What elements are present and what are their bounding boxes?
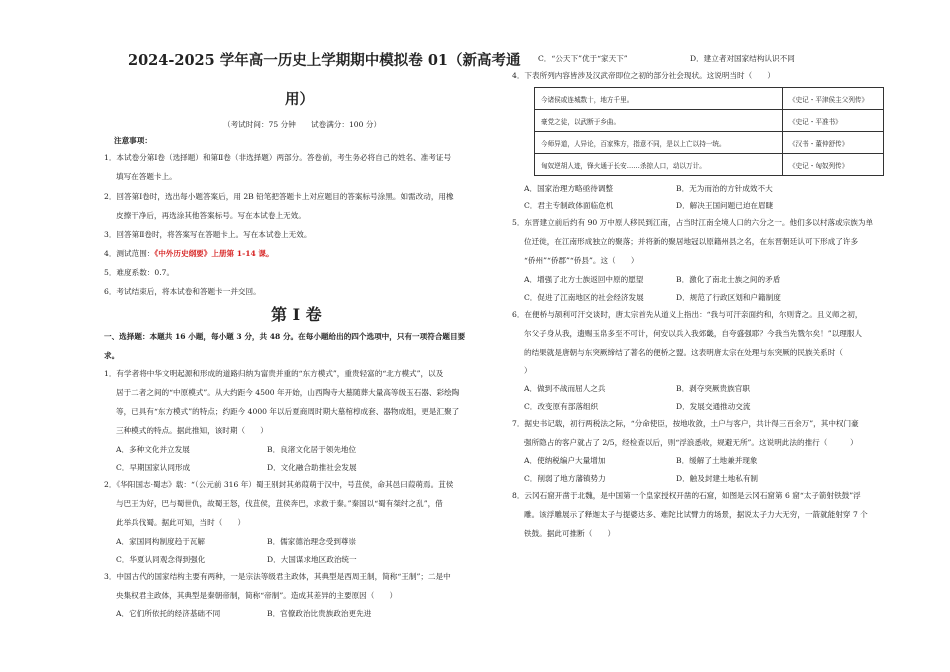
table-cell-quote: 匈奴逆胡人迹，锋火通于长安……杀掠人口，动以万计。 (535, 154, 783, 176)
q4-stem: 4．下表所列内容皆涉及汉武帝即位之初的部分社会现状。这说明当时（ ） (512, 71, 776, 80)
q4-option-d[interactable]: D．解决王国问题已迫在眉睫 (676, 201, 774, 210)
q2-option-a[interactable]: A．家国同构制度趋于瓦解 (116, 537, 206, 546)
q7-option-a[interactable]: A．使纳税编户大量增加 (524, 456, 606, 465)
q4-source-table (534, 87, 884, 176)
instructions-line1: 一、选择题：本题共 16 小题，每小题 3 分，共 48 分。在每小题给出的四个选项中，只有一项符合题目要 (104, 332, 466, 341)
note-2: 2．回答第Ⅰ卷时，选出每小题答案后，用 2B 铅笔把答题卡上对应题目的答案标号涂黑。如需改动，用橡 (104, 192, 454, 201)
q2-line2: 与巴王为好，巴与蜀世仇，故蜀王怒，伐苴侯，苴侯奔巴，求救于秦。”秦国以“蜀有桀纣之乱”，借 (116, 499, 443, 508)
table-row (535, 132, 884, 154)
q6-option-a[interactable]: A．做到不战而屈人之兵 (524, 384, 606, 393)
q2-line3: 此举兵伐蜀。据此可知，当时（ ） (116, 518, 246, 527)
exam-title-line2: 用） (285, 91, 314, 108)
q6-line3: 的结果就是唐朝与东突厥缔结了著名的便桥之盟。这表明唐太宗在处理与东突厥的民族关系时（ (524, 348, 843, 357)
q6-line2: 尔父子身从我，遗赐玉帛多至不可计，何安以兵入我郊畿，自夸盛强耶？今我当先戮尔矣！”以理服人 (524, 329, 863, 338)
q2-line1: 2．《华阳国志·蜀志》载：“（公元前 316 年）蜀王别封其弟葭萌于汉中，号苴侯，命其邑曰葭萌焉。苴侯 (104, 480, 454, 489)
q4-option-b[interactable]: B．无为而治的方针成效不大 (676, 184, 773, 193)
q5-line3: “侨州”“侨郡”“侨县”。这（ ） (524, 256, 639, 265)
q5-option-a[interactable]: A．增强了北方士族返回中原的愿望 (524, 275, 644, 284)
q3-option-a[interactable]: A．它们所依托的经济基础不同 (116, 609, 221, 618)
table-row (535, 110, 884, 132)
q7-line1: 7．据史书记载，初行两税法之际，“分命使臣，按地收敛，土户与客户，共计得三百余万”，其中权门豪 (512, 419, 859, 428)
table-row (535, 88, 884, 110)
note-4-scope: 《中外历史纲要》上册第 1-14 课。 (154, 249, 274, 258)
instructions-line2: 求。 (104, 351, 120, 360)
note-3: 3．回答第Ⅱ卷时，将答案写在答题卡上。写在本试卷上无效。 (104, 230, 312, 239)
q3-line1: 3．中国古代的国家结构主要有两种，一是宗法等级君主政体，其典型是西周王制，简称“王制”；二是中 (104, 572, 451, 581)
note-6: 6．考试结束后，将本试卷和答题卡一并交回。 (104, 287, 261, 296)
q6-option-d[interactable]: D．发展交通推动交流 (676, 402, 751, 411)
note-4 (104, 247, 274, 261)
q5-line2: 位迁徙，在江南形成独立的聚落；并将新的聚居地冠以原籍州县之名，在东晋朝廷认可下形成了许多 (524, 237, 859, 246)
note-1: 1．本试卷分第Ⅰ卷（选择题）和第Ⅱ卷（非选择题）两部分。答卷前，考生务必将自己的姓名、准考证号 (104, 153, 452, 162)
q6-option-b[interactable]: B．剥夺突厥贵族官职 (676, 384, 750, 393)
exam-title-line1: 2024-2025 学年高一历史上学期期中模拟卷 01（新高考通 (128, 52, 521, 69)
table-cell-quote: 今诸侯或连城数十，地方千里。 (535, 88, 783, 110)
q4-option-a[interactable]: A．国家治理方略亟待调整 (524, 184, 614, 193)
q2-option-d[interactable]: D．大国谋求地区政治统一 (267, 555, 357, 564)
table-cell-quote: 豪党之徒，以武断于乡曲。 (535, 110, 783, 132)
q5-line1: 5．东晋建立前后约有 90 万中原人移民到江南，占当时江南全境人口的六分之一。他们多以村落或宗族为单 (512, 218, 874, 227)
q7-option-c[interactable]: C．削弱了地方藩镇势力 (524, 474, 606, 483)
q4-option-c[interactable]: C．君主专制政体面临危机 (524, 201, 614, 210)
q6-line4: ） (524, 366, 532, 375)
q1-option-c[interactable]: C．早期国家认同形成 (116, 463, 191, 472)
q1-line1: 1．有学者将中华文明起源和形成的道路归纳为富贵并重的“东方模式”，重贵轻富的“北方模式”，以及 (104, 369, 444, 378)
q7-option-d[interactable]: D．触及封建土地私有制 (676, 474, 759, 483)
q5-option-d[interactable]: D．规范了行政区划和户籍制度 (676, 293, 781, 302)
q1-option-b[interactable]: B．良渚文化居于领先地位 (267, 445, 357, 454)
q2-option-c[interactable]: C．华夏认同观念得到强化 (116, 555, 206, 564)
q7-option-b[interactable]: B．缓解了土地兼并现象 (676, 456, 758, 465)
q1-option-a[interactable]: A．多种文化并立发展 (116, 445, 190, 454)
table-cell-quote: 今师异道，人异论，百家殊方，指意不同，是以上亡以持一统。 (535, 132, 783, 154)
notes-heading: 注意事项： (114, 136, 152, 145)
note-2-cont: 皮擦干净后，再选涂其他答案标号。写在本试卷上无效。 (116, 211, 306, 220)
q8-line2: 雕。该浮雕展示了释迦太子与提婆达多、难陀比试臂力的场景，据说太子力大无穷，一箭就能射穿 7 个 (524, 510, 868, 519)
q3-option-b[interactable]: B．官僚政治比贵族政治更先进 (267, 609, 372, 618)
table-row (535, 154, 884, 176)
section-title: 第 Ⅰ 卷 (271, 305, 322, 324)
q1-line3: 等，已具有“东方模式”的特点；约距今 4000 年以后夏商周时期大墓棺椁成套、器物成组，更是汇聚了 (116, 407, 460, 416)
q6-option-c[interactable]: C．改变原有部落组织 (524, 402, 599, 411)
q1-line4: 三种模式的特点。据此推知，该时期（ ） (116, 426, 268, 435)
note-4-prefix: 4．测试范围： (104, 249, 155, 258)
q7-line2: 强所隐占的客户就占了 2/5，经检查以后，则“浮浪悉收，规避无所”。这说明此法的推行（ ） (524, 438, 858, 447)
note-5: 5．难度系数：0.7。 (104, 268, 175, 277)
q3-option-d[interactable]: D．建立者对国家结构认识不同 (690, 54, 795, 63)
table-cell-source: 《汉书・董仲舒传》 (783, 132, 884, 154)
q6-line1: 6．在便桥与颉利可汗交谈时，唐太宗首先从道义上指出：“我与可汗亲面约和，尔则背之。且义师之初， (512, 310, 863, 319)
q5-option-c[interactable]: C．促进了江南地区的社会经济发展 (524, 293, 644, 302)
table-cell-source: 《史记・平准书》 (783, 110, 884, 132)
q8-line3: 铁鼓。据此可推断（ ） (524, 529, 616, 538)
q5-option-b[interactable]: B．激化了南北士族之间的矛盾 (676, 275, 781, 284)
table-cell-source: 《史记・匈奴列传》 (783, 154, 884, 176)
q1-line2: 居于二者之间的“中原模式”。从大约距今 4500 年开始，山西陶寺大墓随葬大量高等级玉石器、彩绘陶 (116, 388, 460, 397)
q3-line2: 央集权君主政体，其典型是秦朝帝制，简称“帝制”。造成其差异的主要原因（ ） (116, 591, 398, 600)
table-cell-source: 《史记・平津侯主父列传》 (783, 88, 884, 110)
q2-option-b[interactable]: B．儒家德治理念受到尊崇 (267, 537, 357, 546)
exam-meta: （考试时间：75 分钟 试卷满分：100 分） (223, 120, 382, 129)
note-1-cont: 填写在答题卡上。 (116, 172, 177, 181)
q3-option-c[interactable]: C．“公天下”优于“家天下” (538, 54, 628, 63)
q1-option-d[interactable]: D．文化融合助推社会发展 (267, 463, 357, 472)
q8-line1: 8．云冈石窟开凿于北魏，是中国第一个皇家授权开凿的石窟，如图是云冈石窟第 6 窟“太子箭射铁鼓”浮 (512, 491, 861, 500)
